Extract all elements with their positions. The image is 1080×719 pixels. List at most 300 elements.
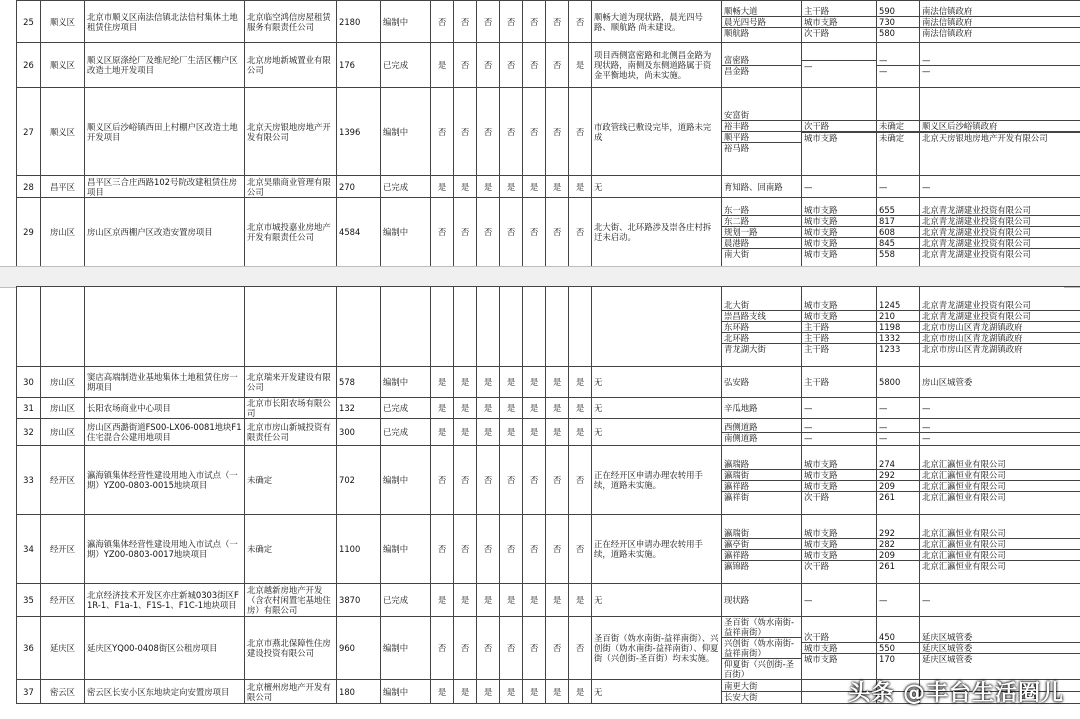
road-length-cell: — bbox=[879, 181, 888, 192]
road-name-cell: 顺畅大道 bbox=[724, 5, 758, 16]
road-name-cell: 顺平路 bbox=[722, 131, 801, 142]
road-grade-cell-group bbox=[802, 617, 877, 680]
flag-cell: 是 bbox=[477, 367, 500, 398]
road-name-cell-group bbox=[722, 43, 802, 88]
progress-cell: 项目西侧富密路和北侧昌金路为现状路，南侧及东侧道路属于资金平衡地块，尚未实施。 bbox=[592, 43, 722, 88]
road-length-cell-group bbox=[877, 617, 920, 680]
road-owner-cell: 延庆区城管委 bbox=[920, 642, 1080, 653]
road-length-cell: 730 bbox=[877, 16, 919, 27]
row-number: 34 bbox=[17, 515, 41, 584]
road-length-cell: 1332 bbox=[877, 332, 919, 343]
row-number: 26 bbox=[17, 43, 41, 88]
developer-cell: 北京市长阳农场有限公司 bbox=[245, 398, 337, 419]
flag-cell: 否 bbox=[431, 198, 454, 267]
flag-cell: 否 bbox=[431, 1, 454, 43]
status-cell: 编制中 bbox=[381, 198, 431, 267]
road-grade-cell: 城市支路 bbox=[804, 458, 838, 469]
road-length-cell: 558 bbox=[877, 248, 919, 259]
table-row bbox=[17, 1, 1080, 43]
road-name-cell: 弘安路 bbox=[724, 377, 750, 387]
road-owner-cell: — bbox=[920, 432, 1080, 443]
housing-count-cell: 300 bbox=[337, 419, 381, 446]
road-length-cell: 292 bbox=[877, 469, 919, 480]
district-cell: 昌平区 bbox=[41, 176, 85, 198]
flag-cell: 是 bbox=[523, 419, 546, 446]
empty-cell bbox=[17, 287, 41, 367]
road-grade-cell: — bbox=[804, 595, 813, 605]
status-cell: 编制中 bbox=[381, 367, 431, 398]
flag-cell: 否 bbox=[454, 43, 477, 88]
road-owner-cell-group bbox=[920, 419, 1080, 446]
table-row bbox=[17, 419, 1080, 446]
road-name-cell: 瀛瑞路 bbox=[724, 458, 750, 469]
road-length-cell: 170 bbox=[877, 653, 919, 664]
flag-cell: 是 bbox=[454, 367, 477, 398]
road-owner-cell: 北京青龙湖建业投资有限公司 bbox=[920, 248, 1080, 259]
road-name-cell-group bbox=[722, 198, 802, 267]
table-page-2 bbox=[16, 286, 1064, 719]
road-length-cell: — bbox=[879, 421, 888, 432]
flag-cell: 否 bbox=[546, 198, 569, 267]
flag-cell: 是 bbox=[523, 398, 546, 419]
empty-cell bbox=[431, 287, 454, 367]
housing-count-cell: 578 bbox=[337, 367, 381, 398]
empty-cell bbox=[500, 287, 523, 367]
status-cell: 已完成 bbox=[381, 584, 431, 617]
district-cell: 经开区 bbox=[41, 515, 85, 584]
flag-cell: 否 bbox=[569, 198, 592, 267]
row-number: 31 bbox=[17, 398, 41, 419]
developer-cell: 北京昊鼎商业管理有限公司 bbox=[245, 176, 337, 198]
road-length-cell-group bbox=[877, 43, 920, 88]
table-row bbox=[17, 446, 1080, 515]
flag-cell: 是 bbox=[454, 584, 477, 617]
developer-cell: 北京市燕北保障性住房建设投资有限公司 bbox=[245, 617, 337, 680]
flag-cell: 否 bbox=[546, 515, 569, 584]
status-cell: 编制中 bbox=[381, 446, 431, 515]
road-owner-cell: — bbox=[922, 181, 931, 192]
road-name-cell: 晨光四号路 bbox=[722, 16, 801, 27]
empty-cell bbox=[569, 287, 592, 367]
road-name-cell: 瀛祥路 bbox=[722, 549, 801, 560]
flag-cell: 否 bbox=[477, 446, 500, 515]
flag-cell: 否 bbox=[500, 88, 523, 176]
road-name-cell: 圣百街（妫水南街-益祥南街） bbox=[724, 617, 795, 637]
flag-cell: 是 bbox=[477, 680, 500, 704]
road-owner-cell: 北京汇瀛恒业有限公司 bbox=[920, 549, 1080, 560]
road-grade-cell-group bbox=[802, 446, 877, 515]
road-owner-cell-group bbox=[920, 287, 1080, 367]
road-length-cell: 608 bbox=[877, 226, 919, 237]
road-name-cell-group bbox=[722, 287, 802, 367]
flag-cell: 否 bbox=[431, 88, 454, 176]
road-length-cell-group bbox=[877, 176, 920, 198]
status-cell: 已完成 bbox=[381, 419, 431, 446]
road-length-cell: 261 bbox=[877, 560, 919, 571]
flag-cell: 是 bbox=[569, 398, 592, 419]
road-owner-cell: — bbox=[922, 403, 931, 413]
flag-cell: 否 bbox=[454, 446, 477, 515]
developer-cell: 北京越新房地产开发（含农村闲置宅基地住房）有限公司 bbox=[245, 584, 337, 617]
flag-cell: 否 bbox=[477, 43, 500, 88]
road-owner-cell-group bbox=[920, 398, 1080, 419]
road-grade-cell: 城市支路 bbox=[802, 549, 876, 560]
road-grade-cell: 城市支路 bbox=[802, 132, 876, 143]
road-grade-cell: 城市支路 bbox=[802, 237, 876, 248]
flag-cell: 是 bbox=[500, 367, 523, 398]
flag-cell: 是 bbox=[546, 176, 569, 198]
road-length-cell-group bbox=[877, 515, 920, 584]
road-owner-cell-group bbox=[920, 176, 1080, 198]
empty-cell bbox=[337, 287, 381, 367]
road-owner-cell: 北京市房山区青龙湖镇政府 bbox=[920, 332, 1080, 343]
progress-cell: 正在经开区申请办理农转用手续，道路未实施。 bbox=[592, 515, 722, 584]
road-grade-cell: 次干路 bbox=[802, 491, 876, 502]
road-grade-cell: — bbox=[802, 60, 876, 71]
district-cell: 房山区 bbox=[41, 419, 85, 446]
row-number: 30 bbox=[17, 367, 41, 398]
status-cell: 已完成 bbox=[381, 176, 431, 198]
road-owner-cell: 北京汇瀛恒业有限公司 bbox=[920, 560, 1080, 571]
road-owner-cell: 南法信镇政府 bbox=[920, 16, 1080, 27]
road-name-cell-group bbox=[722, 367, 802, 398]
road-owner-cell-group bbox=[920, 584, 1080, 617]
flag-cell: 否 bbox=[523, 617, 546, 680]
road-name-cell: 北大街 bbox=[724, 299, 750, 310]
road-owner-cell: 北京青龙湖建业投资有限公司 bbox=[922, 299, 1031, 310]
road-name-cell: 南更大街 bbox=[724, 681, 758, 691]
flag-cell: 否 bbox=[546, 43, 569, 88]
road-owner-cell: 北京汇瀛恒业有限公司 bbox=[922, 527, 1006, 538]
project-table-1 bbox=[16, 0, 1080, 267]
project-name-cell: 延庆区YQ00-0408街区公租房项目 bbox=[85, 617, 245, 680]
project-name-cell: 窦店高端制造业基地集体土地租赁住房一期项目 bbox=[85, 367, 245, 398]
empty-cell bbox=[546, 287, 569, 367]
table-row bbox=[17, 88, 1080, 176]
flag-cell: 否 bbox=[569, 446, 592, 515]
progress-cell: 无 bbox=[592, 680, 722, 704]
project-name-cell: 密云区长安小区东地块定向安置房项目 bbox=[85, 680, 245, 704]
road-owner-cell: 房山区城管委 bbox=[922, 377, 973, 387]
road-grade-cell: — bbox=[804, 403, 813, 413]
road-length-cell: 655 bbox=[879, 205, 895, 215]
row-number: 35 bbox=[17, 584, 41, 617]
road-name-cell: 北环路 bbox=[722, 332, 801, 343]
road-name-cell: 西侧道路 bbox=[724, 421, 758, 432]
road-length-cell-group bbox=[877, 88, 920, 176]
flag-cell: 是 bbox=[500, 419, 523, 446]
flag-cell: 是 bbox=[523, 176, 546, 198]
road-grade-cell: 城市支路 bbox=[802, 248, 876, 259]
road-name-cell-group bbox=[722, 584, 802, 617]
road-name-cell: 辛瓜地路 bbox=[724, 403, 758, 413]
road-name-cell: 青龙湖大街 bbox=[722, 343, 801, 354]
progress-cell: 无 bbox=[592, 367, 722, 398]
road-name-cell: 裕马路 bbox=[722, 142, 801, 153]
road-grade-cell-group bbox=[802, 287, 877, 367]
flag-cell: 否 bbox=[454, 1, 477, 43]
project-name-cell: 顺义区原涤纶厂及维尼纶厂生活区棚户区改造土地开发项目 bbox=[85, 43, 245, 88]
road-owner-cell: 延庆区城管委 bbox=[922, 632, 973, 642]
flag-cell: 是 bbox=[523, 367, 546, 398]
row-number: 25 bbox=[17, 1, 41, 43]
table-row bbox=[17, 617, 1080, 680]
table-row bbox=[17, 43, 1080, 88]
road-length-cell-group bbox=[877, 398, 920, 419]
road-owner-cell: 北京青龙湖建业投资有限公司 bbox=[920, 237, 1080, 248]
flag-cell: 是 bbox=[454, 398, 477, 419]
road-owner-cell: — bbox=[920, 65, 1080, 76]
flag-cell: 否 bbox=[431, 617, 454, 680]
page-separator bbox=[0, 266, 1080, 288]
road-length-cell: — bbox=[879, 54, 888, 65]
developer-cell: 北京临空鸿信房屋租赁服务有限责任公司 bbox=[245, 1, 337, 43]
road-owner-cell: 北京汇瀛恒业有限公司 bbox=[920, 538, 1080, 549]
road-grade-cell: 城市支路 bbox=[802, 480, 876, 491]
road-name-cell: 现状路 bbox=[724, 595, 750, 605]
road-owner-cell: 北京市房山区青龙湖镇政府 bbox=[920, 343, 1080, 354]
district-cell: 延庆区 bbox=[41, 617, 85, 680]
flag-cell: 否 bbox=[477, 617, 500, 680]
flag-cell: 是 bbox=[454, 176, 477, 198]
district-cell: 经开区 bbox=[41, 584, 85, 617]
road-owner-cell-group bbox=[920, 515, 1080, 584]
district-cell: 顺义区 bbox=[41, 1, 85, 43]
road-grade-cell: 城市支路 bbox=[802, 469, 876, 480]
flag-cell: 是 bbox=[500, 584, 523, 617]
housing-count-cell: 1100 bbox=[337, 515, 381, 584]
road-name-cell: 崇昌路支线 bbox=[722, 310, 801, 321]
road-name-cell: 长安大街 bbox=[722, 691, 801, 702]
developer-cell: 未确定 bbox=[245, 515, 337, 584]
road-grade-cell-group bbox=[802, 515, 877, 584]
road-name-cell: 富密路 bbox=[724, 54, 750, 65]
district-cell: 顺义区 bbox=[41, 88, 85, 176]
road-grade-cell: — bbox=[804, 181, 813, 192]
road-grade-cell: 主干路 bbox=[802, 332, 876, 343]
flag-cell: 否 bbox=[500, 515, 523, 584]
flag-cell: 否 bbox=[500, 198, 523, 267]
flag-cell: 是 bbox=[500, 398, 523, 419]
housing-count-cell: 3870 bbox=[337, 584, 381, 617]
flag-cell: 是 bbox=[523, 680, 546, 704]
progress-cell: 无 bbox=[592, 398, 722, 419]
road-grade-cell: 城市支路 bbox=[804, 527, 838, 538]
project-name-cell: 长阳农场商业中心项目 bbox=[85, 398, 245, 419]
district-cell: 房山区 bbox=[41, 398, 85, 419]
table-row-continued bbox=[17, 287, 1080, 367]
flag-cell: 否 bbox=[569, 617, 592, 680]
road-length-cell: 817 bbox=[877, 215, 919, 226]
flag-cell: 否 bbox=[523, 43, 546, 88]
empty-cell bbox=[381, 287, 431, 367]
road-length-cell: — bbox=[877, 432, 919, 443]
flag-cell: 否 bbox=[569, 515, 592, 584]
road-length-cell-group bbox=[877, 446, 920, 515]
project-name-cell: 昌平区三合庄西路102号院改建租赁住房项目 bbox=[85, 176, 245, 198]
flag-cell: 是 bbox=[546, 367, 569, 398]
status-cell: 编制中 bbox=[381, 515, 431, 584]
flag-cell: 否 bbox=[477, 1, 500, 43]
road-length-cell: 550 bbox=[877, 642, 919, 653]
road-name-cell: 规划一路 bbox=[722, 226, 801, 237]
developer-cell: 北京市房山新城投资有限责任公司 bbox=[245, 419, 337, 446]
road-length-cell: 209 bbox=[877, 480, 919, 491]
road-owner-cell: — bbox=[922, 54, 931, 65]
housing-count-cell: 2180 bbox=[337, 1, 381, 43]
flag-cell: 是 bbox=[454, 680, 477, 704]
row-number: 36 bbox=[17, 617, 41, 680]
district-cell: 经开区 bbox=[41, 446, 85, 515]
flag-cell: 否 bbox=[546, 88, 569, 176]
flag-cell: 是 bbox=[477, 176, 500, 198]
flag-cell: 是 bbox=[569, 419, 592, 446]
road-owner-cell: 南法信镇政府 bbox=[920, 27, 1080, 38]
road-length-cell: — bbox=[879, 403, 888, 413]
row-number: 28 bbox=[17, 176, 41, 198]
project-name-cell: 瀛海镇集体经营性建设用地入市试点（一期）YZ00-0803-0017地块项目 bbox=[85, 515, 245, 584]
road-grade-cell-group bbox=[802, 1, 877, 43]
road-name-cell-group bbox=[722, 419, 802, 446]
road-grade-cell-group bbox=[802, 198, 877, 267]
progress-cell: 北大街、北环路涉及崇各庄村拆迁未启动。 bbox=[592, 198, 722, 267]
flag-cell: 是 bbox=[546, 419, 569, 446]
road-owner-cell: 南法信镇政府 bbox=[922, 5, 973, 16]
developer-cell: 北京檀州房地产开发有限公司 bbox=[245, 680, 337, 704]
district-cell: 房山区 bbox=[41, 367, 85, 398]
road-length-cell: 未确定 bbox=[877, 132, 919, 143]
road-length-cell: 292 bbox=[879, 527, 895, 538]
flag-cell: 否 bbox=[569, 88, 592, 176]
flag-cell: 否 bbox=[523, 88, 546, 176]
road-owner-cell: 北京市房山区青龙湖镇政府 bbox=[920, 321, 1080, 332]
flag-cell: 否 bbox=[454, 515, 477, 584]
road-grade-cell: 城市支路 bbox=[802, 642, 876, 653]
road-grade-cell-group bbox=[802, 43, 877, 88]
flag-cell: 是 bbox=[431, 398, 454, 419]
progress-cell: 无 bbox=[592, 584, 722, 617]
road-owner-cell: 顺义区后沙峪镇政府 bbox=[920, 120, 1080, 131]
flag-cell: 是 bbox=[454, 419, 477, 446]
road-length-cell-group bbox=[877, 367, 920, 398]
flag-cell: 是 bbox=[569, 680, 592, 704]
flag-cell: 否 bbox=[546, 446, 569, 515]
row-number: 32 bbox=[17, 419, 41, 446]
flag-cell: 是 bbox=[500, 176, 523, 198]
flag-cell: 是 bbox=[569, 176, 592, 198]
road-owner-cell: — bbox=[922, 421, 931, 432]
table-row bbox=[17, 367, 1080, 398]
empty-cell bbox=[523, 287, 546, 367]
status-cell: 编制中 bbox=[381, 617, 431, 680]
flag-cell: 否 bbox=[546, 617, 569, 680]
road-owner-cell: 北京汇瀛恒业有限公司 bbox=[920, 491, 1080, 502]
developer-cell: 未确定 bbox=[245, 446, 337, 515]
road-name-cell-group bbox=[722, 617, 802, 680]
flag-cell: 是 bbox=[431, 43, 454, 88]
road-owner-cell: 北京汇瀛恒业有限公司 bbox=[920, 469, 1080, 480]
flag-cell: 是 bbox=[523, 584, 546, 617]
flag-cell: 否 bbox=[523, 198, 546, 267]
road-name-cell: 裕丰路 bbox=[722, 120, 801, 131]
flag-cell: 否 bbox=[523, 446, 546, 515]
district-cell: 顺义区 bbox=[41, 43, 85, 88]
flag-cell: 是 bbox=[477, 419, 500, 446]
row-number: 27 bbox=[17, 88, 41, 176]
road-length-cell: 210 bbox=[877, 310, 919, 321]
road-grade-cell: 主干路 bbox=[804, 377, 830, 387]
road-length-cell: 580 bbox=[877, 27, 919, 38]
road-grade-cell: 城市支路 bbox=[802, 653, 876, 664]
flag-cell: 是 bbox=[431, 680, 454, 704]
road-name-cell: 瀛锦路 bbox=[722, 560, 801, 571]
flag-cell: 否 bbox=[500, 1, 523, 43]
road-grade-cell: 城市支路 bbox=[802, 215, 876, 226]
table-row bbox=[17, 198, 1080, 267]
road-length-cell: 590 bbox=[879, 5, 895, 16]
road-owner-cell-group bbox=[920, 88, 1080, 176]
watermark-text: 头条 @丰台生活圈儿 bbox=[848, 681, 1064, 706]
flag-cell: 否 bbox=[454, 617, 477, 680]
road-name-cell: 兴创街（妫水南街-益祥南街） bbox=[722, 637, 801, 658]
road-grade-cell-group bbox=[802, 398, 877, 419]
road-name-cell: 育知路、回南路 bbox=[724, 181, 783, 192]
road-grade-cell-group bbox=[802, 584, 877, 617]
road-length-cell-group bbox=[877, 419, 920, 446]
flag-cell: 否 bbox=[523, 515, 546, 584]
flag-cell: 是 bbox=[546, 398, 569, 419]
flag-cell: 否 bbox=[454, 198, 477, 267]
road-owner-cell: — bbox=[922, 595, 931, 605]
progress-cell: 圣百街（妫水南街-益祥南街）、兴创街（妫水南街-益祥南街）、仰夏街（兴创街-圣百街）均未实施。 bbox=[592, 617, 722, 680]
flag-cell: 是 bbox=[431, 419, 454, 446]
flag-cell: 是 bbox=[569, 367, 592, 398]
road-grade-cell: 城市支路 bbox=[802, 538, 876, 549]
progress-cell: 正在经开区申请办理农转用手续，道路未实施。 bbox=[592, 446, 722, 515]
flag-cell: 是 bbox=[546, 680, 569, 704]
district-cell: 房山区 bbox=[41, 198, 85, 267]
progress-cell: 顺畅大道为现状路，晨光四号路、顺航路 尚未建设。 bbox=[592, 1, 722, 43]
road-length-cell-group bbox=[877, 1, 920, 43]
road-owner-cell-group bbox=[920, 617, 1080, 680]
road-name-cell: 南侧道路 bbox=[722, 432, 801, 443]
developer-cell: 北京天房银地房地产开发有限公司 bbox=[245, 88, 337, 176]
row-number: 37 bbox=[17, 680, 41, 704]
empty-cell bbox=[477, 287, 500, 367]
status-cell: 已完成 bbox=[381, 43, 431, 88]
project-name-cell: 房山区京西棚户区改造安置房项目 bbox=[85, 198, 245, 267]
road-grade-cell: 城市支路 bbox=[802, 226, 876, 237]
road-grade-cell: — bbox=[804, 421, 813, 432]
project-name-cell: 顺义区后沙峪镇西田上村棚户区改造土地开发项目 bbox=[85, 88, 245, 176]
project-name-cell: 房山区西潞街道FS00-LX06-0081地块F1住宅混合公建用地项目 bbox=[85, 419, 245, 446]
project-table-2 bbox=[16, 286, 1080, 704]
road-owner-cell: 北京天房银地房地产开发有限公司 bbox=[920, 132, 1080, 143]
road-length-cell: 未确定 bbox=[877, 120, 919, 131]
developer-cell: 北京房地新城置业有限公司 bbox=[245, 43, 337, 88]
housing-count-cell: 960 bbox=[337, 617, 381, 680]
flag-cell: 否 bbox=[500, 43, 523, 88]
status-cell: 已完成 bbox=[381, 398, 431, 419]
road-owner-cell-group bbox=[920, 446, 1080, 515]
road-name-cell: 南大街 bbox=[722, 248, 801, 259]
road-grade-cell: 主干路 bbox=[804, 5, 830, 16]
road-owner-cell-group bbox=[920, 43, 1080, 88]
road-length-cell: 274 bbox=[879, 458, 895, 469]
project-name-cell: 北京经济技术开发区亦庄新城0303街区F1R-1、F1a-1、F1S-1、F1C-1地块项目 bbox=[85, 584, 245, 617]
flag-cell: 否 bbox=[477, 198, 500, 267]
flag-cell: 否 bbox=[500, 617, 523, 680]
